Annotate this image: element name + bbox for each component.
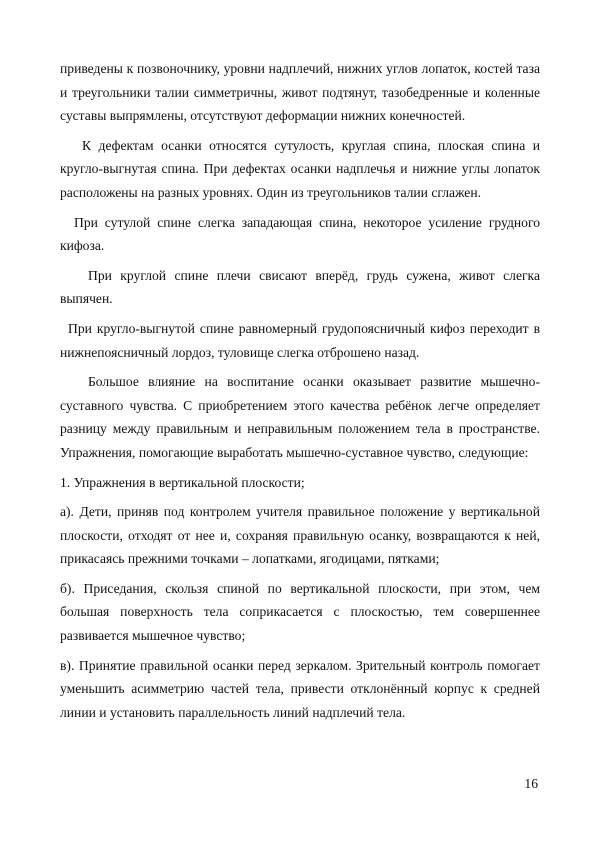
paragraph-stooped-back: При сутулой спине слегка западающая спина, некоторое усиление грудного кифоза. [60,214,540,254]
list-item-a: а). Дети, приняв под контролем учителя правильное положение у вертикальной плоскости, отходят от нее и, сохраняя правильную осанку, возвращаются к ней, прикасаясь прежними точками – лопатками, ягодицами, пятками; [60,504,540,567]
paragraph-posture-norm: приведены к позвоночнику, уровни надплечий, нижних углов лопаток, костей таза и треугольники талии симметричны, живот подтянут, тазобедренные и коленные суставы выпрямлены, отсутствуют деформации нижних конечностей. [60,61,540,124]
paragraph-round-back: При круглой спине плечи свисают вперёд, грудь сужена, живот слегка выпячен. [60,267,540,307]
list-item-c: в). Принятие правильной осанки перед зеркалом. Зрительный контроль помогает уменьшить асимметрию частей тела, привести отклонённый корпус к средней линии и установить параллельность линий надплечий тела. [60,657,540,720]
paragraph-round-concave-back: При кругло-выгнутой спине равномерный грудопоясничный кифоз переходит в нижнепоясничный лордоз, туловище слегка отброшено назад. [60,320,540,360]
page-number: 16 [524,776,538,791]
body-text [60,57,540,730]
list-item-vertical-plane: 1. Упражнения в вертикальной плоскости; [60,474,305,490]
list-item-b: б). Приседания, скользя спиной по вертикальной плоскости, при этом, чем большая поверхность тела соприкасается с плоскостью, тем совершеннее развивается мышечное чувство; [60,580,540,644]
paragraph-posture-defects: К дефектам осанки относятся сутулость, круглая спина, плоская спина и кругло-выгнутая спина. При дефектах осанки надплечья и нижние углы лопаток расположены на разных уровнях. Один из треугольников талии сглажен. [60,137,540,200]
paragraph-muscle-joint-sense: Большое влияние на воспитание осанки оказывает развитие мышечно-суставного чувства. С приобретением этого качества ребёнок легче определяет разницу между правильным и неправильным положением тела в пространстве. Упражнения, помогающие выработать мышечно-суставное чувство, следующие: [60,374,540,460]
